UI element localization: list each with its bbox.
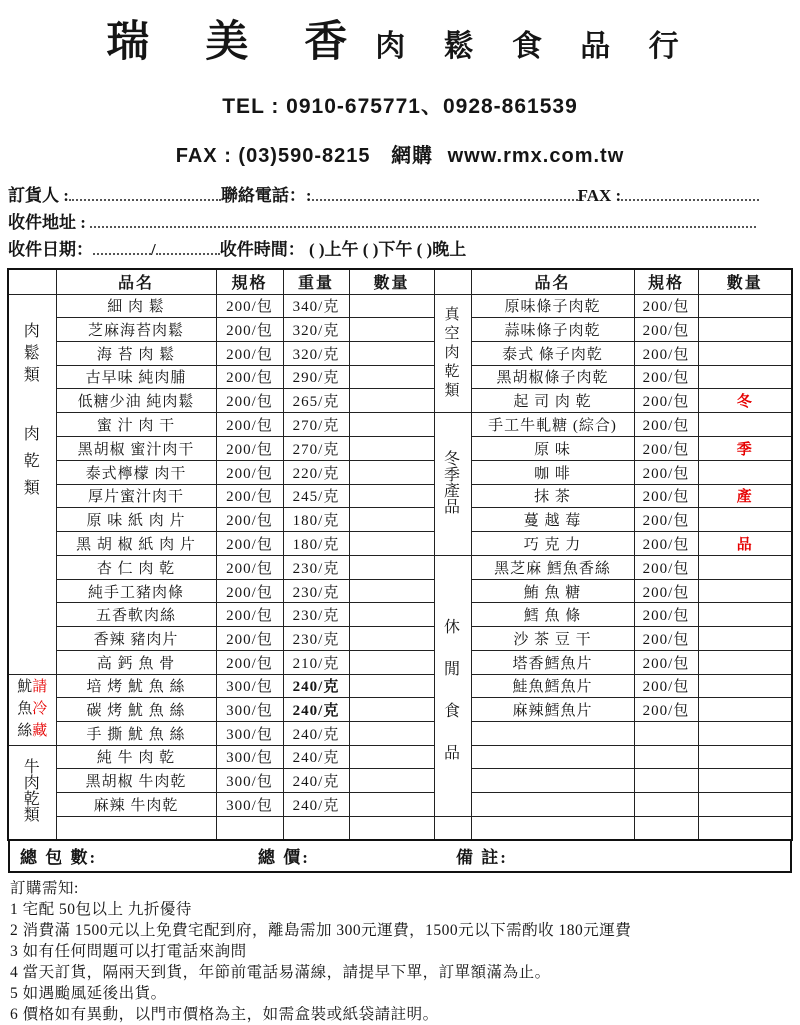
address-line [8,208,792,235]
spec-cell: 200/包 [634,460,698,484]
qty-cell [349,484,434,508]
product-name-cell: 抹 茶 [471,484,634,508]
qty-cell [349,745,434,769]
weight-cell: 240/克 [283,698,349,722]
spec-cell: 200/包 [634,389,698,413]
category-label-meat-jerky: 肉 乾 類 [23,425,41,497]
qty-cell [349,555,434,579]
spec-cell: 200/包 [216,294,283,318]
spec-cell: 200/包 [216,437,283,461]
weight-cell: 320/克 [283,341,349,365]
right-qty-header: 數量 [698,269,792,294]
spec-cell [634,721,698,745]
qty-cell [349,508,434,532]
qty-cell [349,816,434,840]
spec-cell: 200/包 [634,294,698,318]
spec-cell: 200/包 [216,579,283,603]
table-row [8,792,792,816]
ordering-notes [10,878,790,1025]
squid-label-line: 魚 冷 [17,701,48,718]
table-row [8,294,792,318]
spec-cell: 200/包 [634,650,698,674]
spec-cell: 200/包 [216,484,283,508]
qty-cell-seasonal-mark: 品 [698,531,792,555]
qty-cell [349,318,434,342]
date-label: 收件日期： [8,240,93,259]
note-item: 5 如遇颱風延後出貨。 [10,984,167,1002]
product-name-cell: 手工牛軋糖 (綜合) [471,412,634,436]
table-row [8,650,792,674]
product-name-cell: 巧 克 力 [471,531,634,555]
product-name-cell: 蜜 汁 肉 干 [56,412,216,436]
qty-cell [698,555,792,579]
qty-cell [698,365,792,389]
spec-cell: 200/包 [634,674,698,698]
category-cell-empty [434,816,471,840]
spec-cell: 200/包 [216,603,283,627]
left-weight-header: 重量 [283,269,349,294]
weight-cell: 210/克 [283,650,349,674]
spec-cell: 200/包 [216,627,283,651]
note-item: 2 消費滿 1500元以上免費宅配到府，離島需加 300元運費，1500元以下需酌收 180元運費 [10,921,632,939]
date-separator: / [151,240,156,259]
product-name-cell [471,721,634,745]
table-row [8,698,792,722]
order-table [7,268,793,841]
date-month-field [93,243,151,255]
product-name-cell: 黑胡椒 蜜汁肉干 [56,437,216,461]
product-name-cell [471,816,634,840]
product-name-cell [471,745,634,769]
spec-cell [634,816,698,840]
table-row [8,721,792,745]
qty-cell [349,294,434,318]
right-category-header [434,269,471,294]
orderer-field [69,189,221,201]
weight-cell: 180/克 [283,531,349,555]
contact-phone-label: 聯絡電話：: [220,186,312,205]
spec-cell: 200/包 [634,603,698,627]
qty-cell [698,508,792,532]
qty-cell [349,698,434,722]
product-name-cell: 海 苔 肉 鬆 [56,341,216,365]
product-name-cell: 麻辣鱈魚片 [471,698,634,722]
spec-cell: 200/包 [216,412,283,436]
product-name-cell [56,816,216,840]
notes-title: 訂購需知: [10,879,79,897]
note-item: 1 宅配 50包以上 九折優待 [10,900,192,918]
orderer-label: 訂貨人 : [8,186,69,205]
qty-cell [698,341,792,365]
spec-cell: 200/包 [216,389,283,413]
spec-cell: 300/包 [216,674,283,698]
product-name-cell: 鮪 魚 糖 [471,579,634,603]
weight-cell: 240/克 [283,674,349,698]
product-name-cell: 原 味 紙 肉 片 [56,508,216,532]
qty-cell [349,792,434,816]
product-name-cell [471,792,634,816]
table-row [8,437,792,461]
product-name-cell: 起 司 肉 乾 [471,389,634,413]
qty-cell [698,603,792,627]
qty-cell [349,460,434,484]
orderer-line [8,181,792,208]
qty-cell [349,389,434,413]
qty-cell [349,531,434,555]
category-label-beef-jerky: 牛 肉 乾 類 [23,759,41,825]
qty-cell [349,603,434,627]
spec-cell [634,745,698,769]
qty-cell [698,318,792,342]
total-price-label: 總 價: [258,848,310,868]
squid-label-line: 魷 請 [17,679,48,696]
spec-cell [634,792,698,816]
qty-cell [698,698,792,722]
spec-cell [634,769,698,793]
qty-cell [698,627,792,651]
product-name-cell: 厚片蜜汁肉干 [56,484,216,508]
time-options: ( )上午 ( )下午 ( )晚上 [308,240,467,259]
weight-cell: 265/克 [283,389,349,413]
category-cell-vacuum-jerky [434,294,471,412]
qty-cell [698,745,792,769]
qty-cell [349,579,434,603]
spec-cell: 300/包 [216,792,283,816]
table-row [8,603,792,627]
weight-cell: 240/克 [283,721,349,745]
weight-cell: 240/克 [283,745,349,769]
qty-cell [349,365,434,389]
qty-cell [698,412,792,436]
spec-cell: 200/包 [634,341,698,365]
remarks-label: 備 註: [456,848,508,868]
product-name-cell: 芝麻海苔肉鬆 [56,318,216,342]
qty-cell [698,792,792,816]
fax-number: FAX : (03)590-8215 [175,145,371,167]
time-label: 收件時間： [219,240,305,259]
spec-cell: 200/包 [216,460,283,484]
table-row [8,745,792,769]
weight-cell: 180/克 [283,508,349,532]
table-row [8,484,792,508]
qty-cell [349,627,434,651]
spec-cell: 200/包 [634,365,698,389]
category-stack [11,295,54,674]
table-row [8,555,792,579]
table-row [8,365,792,389]
spec-cell: 200/包 [634,579,698,603]
spec-cell [216,816,283,840]
spec-cell: 200/包 [216,365,283,389]
spec-cell: 300/包 [216,745,283,769]
spec-cell: 200/包 [216,318,283,342]
spec-cell: 300/包 [216,698,283,722]
spec-cell: 300/包 [216,721,283,745]
address-field [90,216,756,228]
table-row [8,341,792,365]
qty-cell [698,579,792,603]
note-item: 3 如有任何問題可以打電話來詢問 [10,942,247,960]
address-label: 收件地址 : [8,213,86,232]
category-label-leisure-food: 休 閒 食 品 [443,618,461,762]
table-row [8,627,792,651]
category-cell-squid [8,674,56,745]
table-row [8,318,792,342]
table-row [8,816,792,840]
qty-cell-seasonal-mark: 冬 [698,389,792,413]
product-name-cell: 蔓 越 莓 [471,508,634,532]
left-spec-header: 規格 [216,269,283,294]
product-name-cell: 原 味 [471,437,634,461]
weight-cell: 230/克 [283,603,349,627]
product-name-cell: 古早味 純肉脯 [56,365,216,389]
product-name-cell: 泰式 條子肉乾 [471,341,634,365]
date-day-field [156,243,220,255]
brand-name-main: 瑞 美 香 [106,18,370,66]
product-name-cell: 塔香鱈魚片 [471,650,634,674]
spec-cell: 200/包 [216,555,283,579]
table-row [8,460,792,484]
category-cell-beef-jerky [8,745,56,840]
table-row [8,412,792,436]
table-header-row [8,269,792,294]
weight-cell: 230/克 [283,555,349,579]
spec-cell: 200/包 [634,318,698,342]
table-row [8,579,792,603]
spec-cell: 200/包 [634,508,698,532]
product-name-cell: 細 肉 鬆 [56,294,216,318]
page-title [0,8,800,69]
category-cell-meat-floss-and-jerky [8,294,56,674]
brand-name-sub: 肉 鬆 食 品 行 [375,30,694,63]
web-shop-label: 網購 [391,145,434,167]
product-name-cell: 培 烤 魷 魚 絲 [56,674,216,698]
qty-cell [698,650,792,674]
category-label-meat-floss: 肉 鬆 類 [23,322,41,384]
date-line [8,235,792,262]
product-name-cell: 黑 胡 椒 紙 肉 片 [56,531,216,555]
weight-cell: 320/克 [283,318,349,342]
spec-cell: 200/包 [634,412,698,436]
product-name-cell: 泰式檸檬 肉干 [56,460,216,484]
weight-cell: 240/克 [283,769,349,793]
weight-cell: 220/克 [283,460,349,484]
weight-cell [283,816,349,840]
order-form-page [0,8,800,1023]
weight-cell: 290/克 [283,365,349,389]
product-name-cell: 碳 烤 魷 魚 絲 [56,698,216,722]
qty-cell [349,769,434,793]
qty-cell [349,341,434,365]
qty-cell [698,460,792,484]
qty-cell-seasonal-mark: 季 [698,437,792,461]
qty-cell [698,294,792,318]
right-name-header: 品名 [471,269,634,294]
product-name-cell: 純手工豬肉條 [56,579,216,603]
product-name-cell: 杏 仁 肉 乾 [56,555,216,579]
spec-cell: 200/包 [216,531,283,555]
spec-cell: 200/包 [634,555,698,579]
spec-cell: 200/包 [216,508,283,532]
product-name-cell: 香辣 豬肉片 [56,627,216,651]
fax-label: FAX : [577,186,622,205]
qty-cell [349,674,434,698]
contact-phone-field [312,189,578,201]
product-name-cell: 蒜味條子肉乾 [471,318,634,342]
order-info-block [8,181,792,262]
product-name-cell: 鱈 魚 條 [471,603,634,627]
category-label-vacuum-jerky: 真 空 肉 乾 類 [444,306,461,399]
weight-cell: 230/克 [283,627,349,651]
right-spec-header: 規格 [634,269,698,294]
qty-cell [698,769,792,793]
note-item: 4 當天訂貨，隔兩天到貨，年節前電話易滿線，請提早下單，訂單額滿為止。 [10,963,551,981]
qty-cell [349,721,434,745]
product-name-cell [471,769,634,793]
weight-cell: 230/克 [283,579,349,603]
weight-cell: 270/克 [283,412,349,436]
spec-cell: 200/包 [634,698,698,722]
note-item: 6 價格如有異動，以門市價格為主，如需盒裝或紙袋請註明。 [10,1005,439,1023]
spec-cell: 200/包 [634,627,698,651]
weight-cell: 270/克 [283,437,349,461]
product-name-cell: 咖 啡 [471,460,634,484]
product-name-cell: 麻辣 牛肉乾 [56,792,216,816]
qty-cell [349,412,434,436]
spec-cell: 200/包 [634,531,698,555]
weight-cell: 340/克 [283,294,349,318]
category-label-squid [11,680,54,739]
category-cell-leisure-food [434,555,471,816]
product-name-cell: 低糖少油 純肉鬆 [56,389,216,413]
product-name-cell: 五香軟肉絲 [56,603,216,627]
table-row [8,769,792,793]
table-row [8,531,792,555]
web-shop-url: www.rmx.com.tw [447,145,625,167]
product-name-cell: 手 撕 魷 魚 絲 [56,721,216,745]
left-name-header: 品名 [56,269,216,294]
totals-bar [8,839,792,873]
qty-cell [698,674,792,698]
product-name-cell: 黑胡椒條子肉乾 [471,365,634,389]
fax-line [0,139,800,168]
spec-cell: 200/包 [634,484,698,508]
product-name-cell: 原味條子肉乾 [471,294,634,318]
qty-cell [698,721,792,745]
product-name-cell: 黑芝麻 鱈魚香絲 [471,555,634,579]
table-row [8,389,792,413]
left-category-header [8,269,56,294]
squid-label-line: 絲 藏 [17,723,48,740]
product-name-cell: 黑胡椒 牛肉乾 [56,769,216,793]
weight-cell: 245/克 [283,484,349,508]
product-name-cell: 純 牛 肉 乾 [56,745,216,769]
qty-cell-seasonal-mark: 產 [698,484,792,508]
spec-cell: 200/包 [216,341,283,365]
spec-cell: 200/包 [634,437,698,461]
total-packs-label: 總 包 數: [20,848,98,868]
weight-cell: 240/克 [283,792,349,816]
spec-cell: 300/包 [216,769,283,793]
product-name-cell: 沙 茶 豆 干 [471,627,634,651]
tel-line: TEL : 0910-675771、0928-861539 [222,95,578,118]
spec-cell: 200/包 [216,650,283,674]
qty-cell [349,437,434,461]
category-label-winter-products: 冬 季 產 品 [443,450,461,516]
category-cell-winter-products [434,412,471,555]
fax-field [621,189,759,201]
qty-cell [698,816,792,840]
product-name-cell: 鮭魚鱈魚片 [471,674,634,698]
table-row [8,674,792,698]
left-qty-header: 數量 [349,269,434,294]
product-name-cell: 高 鈣 魚 骨 [56,650,216,674]
qty-cell [349,650,434,674]
table-row [8,508,792,532]
